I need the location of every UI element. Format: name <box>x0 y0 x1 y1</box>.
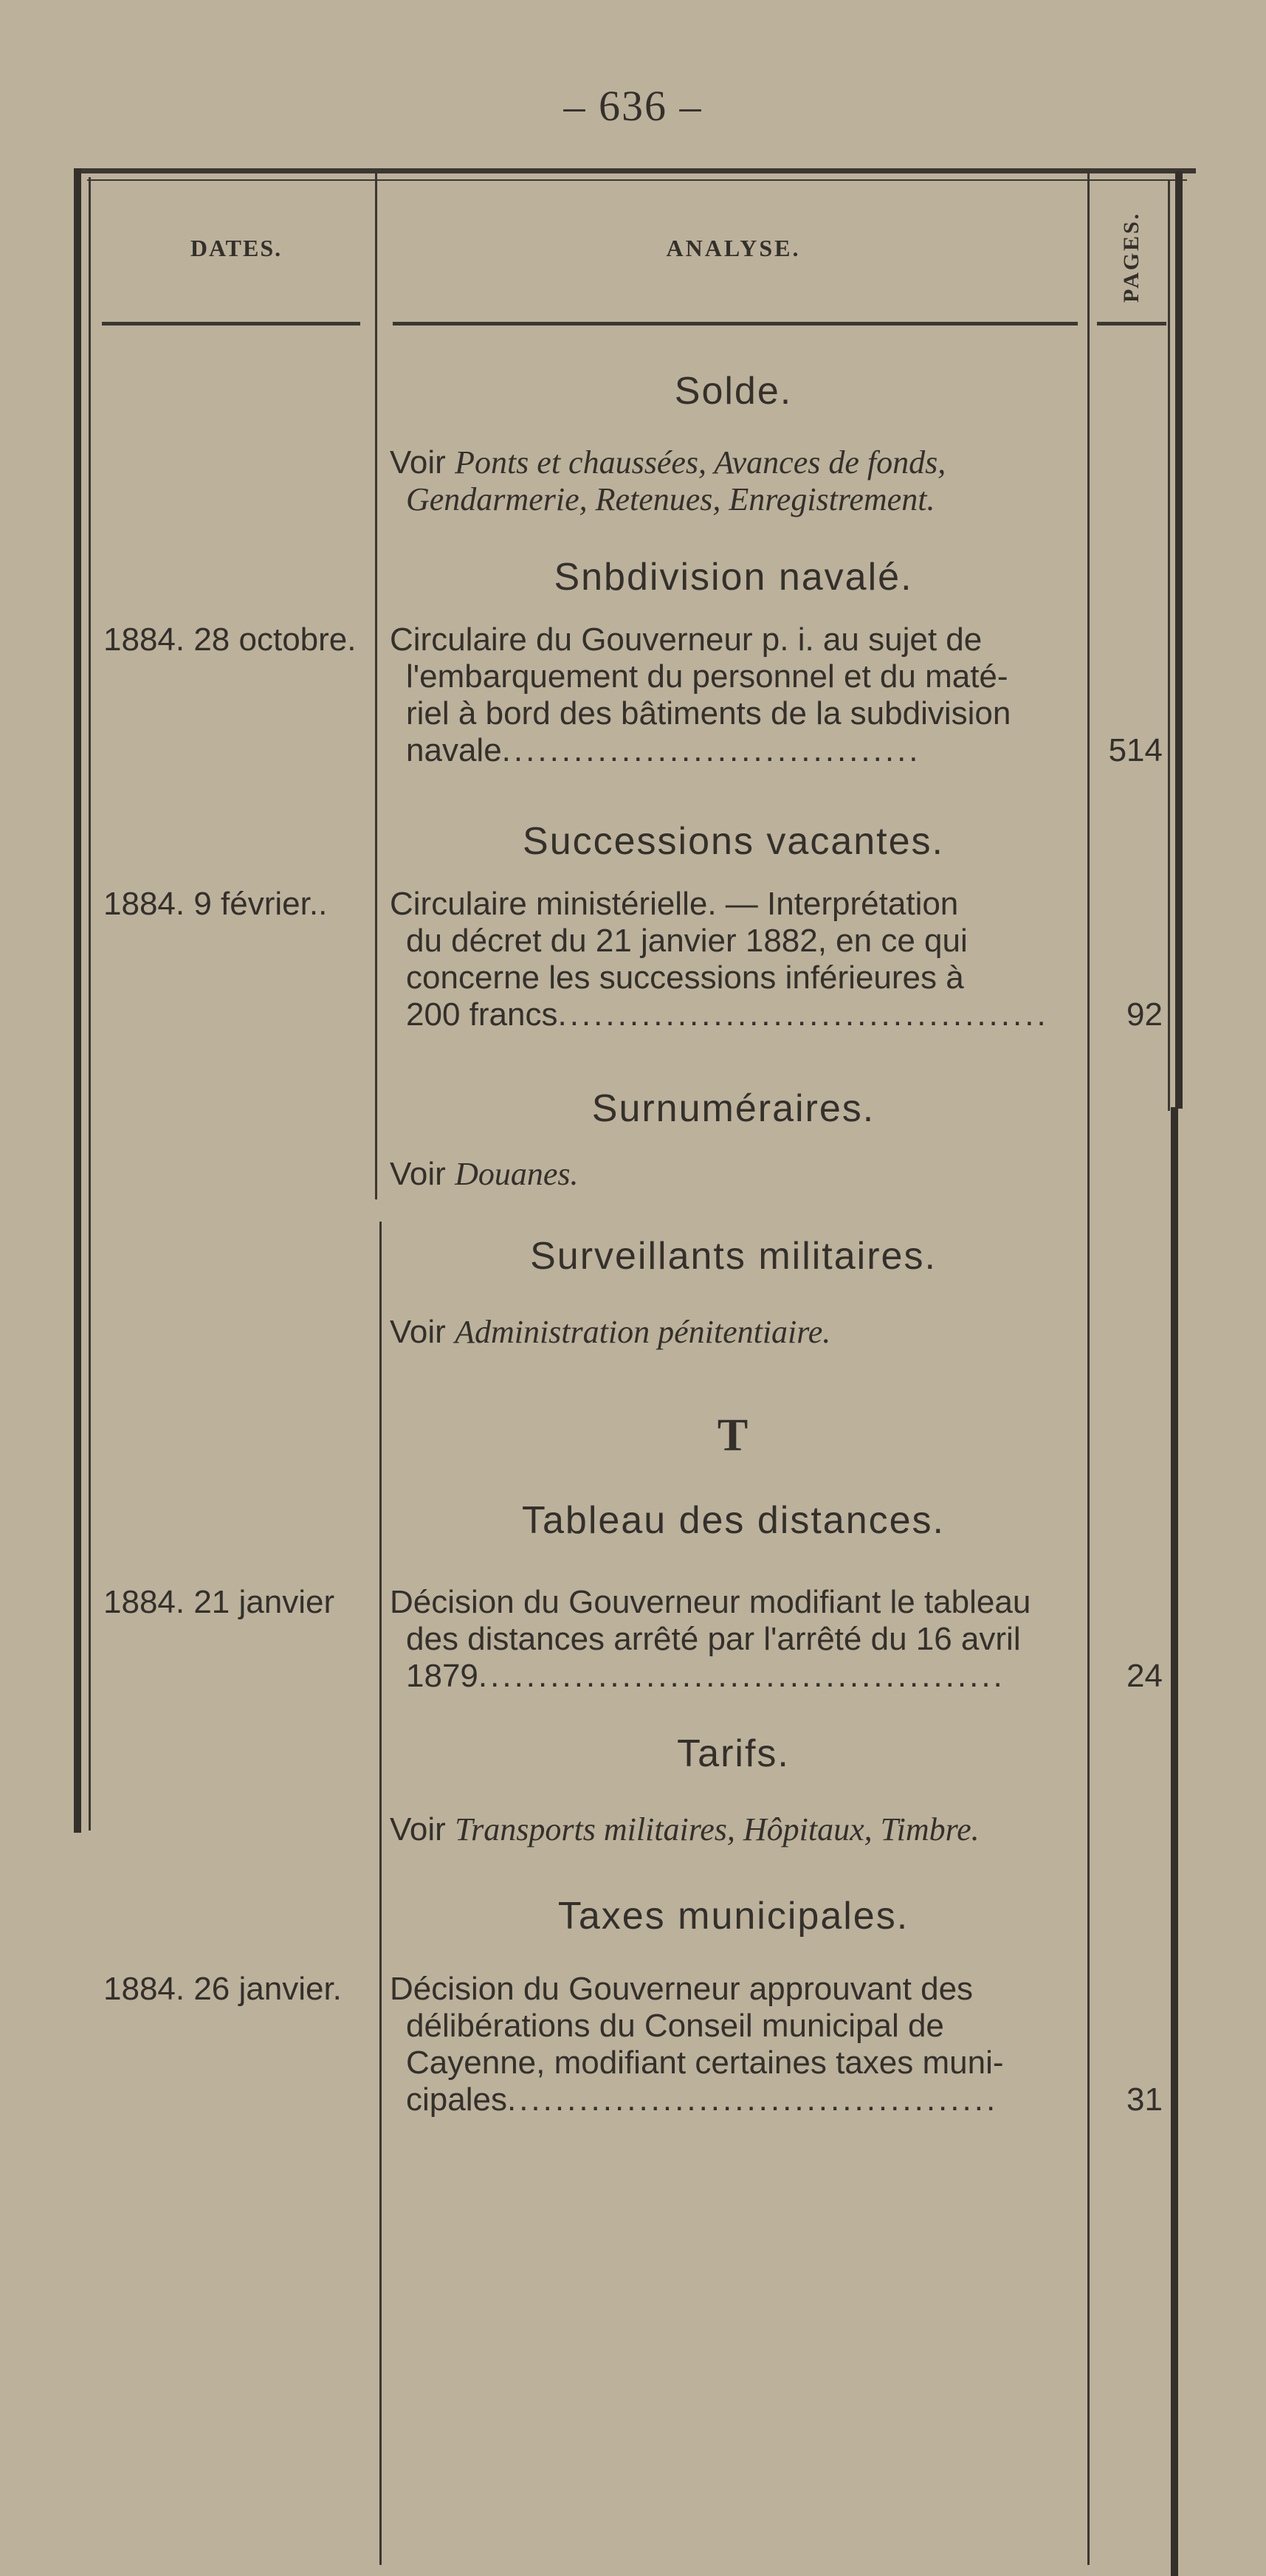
leader-dots: ......................................... <box>506 2081 999 2118</box>
section-letter: T <box>717 1411 750 1461</box>
text-line: 200 francs <box>406 996 558 1033</box>
heading-subdivision-navale: Snbdivision navalé. <box>554 556 913 599</box>
column-header-analyse: ANALYSE. <box>666 235 801 261</box>
heading-tarifs: Tarifs. <box>677 1732 790 1775</box>
voir-reference: Douanes. <box>455 1156 579 1192</box>
heading-successions-vacantes: Successions vacantes. <box>523 820 944 863</box>
top-rule <box>74 168 1196 173</box>
text-line: Cayenne, modifiant certaines taxes muni- <box>406 2045 1004 2081</box>
voir-tarifs <box>390 1811 1084 1848</box>
column-header-pages: PAGES. <box>1119 211 1143 303</box>
entry-text-subdivision <box>390 621 1084 769</box>
top-rule-thin <box>87 179 1187 181</box>
voir-surnumeraires <box>390 1156 1084 1193</box>
text-line: du décret du 21 janvier 1882, en ce qui <box>406 923 968 959</box>
heading-surnumeraires: Surnuméraires. <box>591 1087 875 1130</box>
entry-text-successions <box>390 886 1084 1033</box>
entry-text-taxes <box>390 1971 1084 2118</box>
column-header-dates: DATES. <box>190 235 283 261</box>
leader-dots: ......................................... <box>557 996 1049 1033</box>
right-border-lower <box>1171 1107 1178 2576</box>
text-line: 1879 <box>406 1658 478 1694</box>
entry-date: 1884. 9 février.. <box>103 886 328 922</box>
entry-date: 1884. 26 janvier. <box>103 1971 342 2007</box>
text-line: Décision du Gouverneur approuvant des <box>390 1971 974 2007</box>
text-line: Décision du Gouverneur modifiant le tableau <box>390 1584 1031 1620</box>
voir-reference: Ponts et chaussées, Avances de fonds, <box>455 444 946 481</box>
text-line: délibérations du Conseil municipal de <box>406 2008 944 2044</box>
text-line: concerne les successions inférieures à <box>406 960 964 996</box>
voir-reference: Transports militaires, Hôpitaux, Timbre. <box>455 1811 980 1847</box>
voir-reference: Administration pénitentiaire. <box>455 1314 831 1350</box>
leader-dots: ................................... <box>501 732 921 768</box>
entry-date: 1884. 21 janvier <box>103 1584 335 1620</box>
entry-date: 1884. 28 octobre. <box>103 621 357 658</box>
text-line: l'embarquement du personnel et du maté- <box>406 658 1008 695</box>
dates-column-divider <box>375 173 377 1199</box>
heading-surveillants-militaires: Surveillants militaires. <box>530 1235 937 1278</box>
voir-label: Voir <box>390 1811 446 1847</box>
text-line: Circulaire du Gouverneur p. i. au sujet de <box>390 621 983 658</box>
text-line: des distances arrêté par l'arrêté du 16 avril <box>406 1621 1021 1657</box>
page-reference: 31 <box>1126 2081 1163 2118</box>
analyse-header-rule <box>393 322 1078 326</box>
text-line: navale <box>406 732 502 768</box>
voir-label: Voir <box>390 444 446 481</box>
voir-solde <box>390 444 1084 518</box>
voir-label: Voir <box>390 1314 446 1350</box>
left-border-thin <box>89 177 91 1831</box>
page-reference: 92 <box>1126 996 1163 1033</box>
voir-label: Voir <box>390 1156 446 1192</box>
heading-taxes-municipales: Taxes municipales. <box>557 1895 909 1938</box>
column-header-pages-wrap <box>1119 211 1210 328</box>
left-border <box>74 168 81 1833</box>
page-reference: 514 <box>1108 732 1163 768</box>
page-reference: 24 <box>1126 1658 1163 1694</box>
page-number: – 636 – <box>563 82 703 130</box>
heading-solde: Solde. <box>674 370 793 413</box>
text-line: riel à bord des bâtiments de la subdivision <box>406 695 1011 731</box>
text-line: Circulaire ministérielle. — Interprétation <box>390 886 959 922</box>
heading-tableau-des-distances: Tableau des distances. <box>521 1499 945 1542</box>
text-line: cipales <box>406 2081 507 2118</box>
entry-text-tableau <box>390 1584 1084 1695</box>
voir-surveillants <box>390 1314 1084 1351</box>
pages-column-divider <box>1087 173 1090 2565</box>
voir-reference: Gendarmerie, Retenues, Enregistrement. <box>406 481 935 517</box>
dates-header-rule <box>102 322 360 326</box>
leader-dots: ............................................ <box>478 1658 1005 1694</box>
